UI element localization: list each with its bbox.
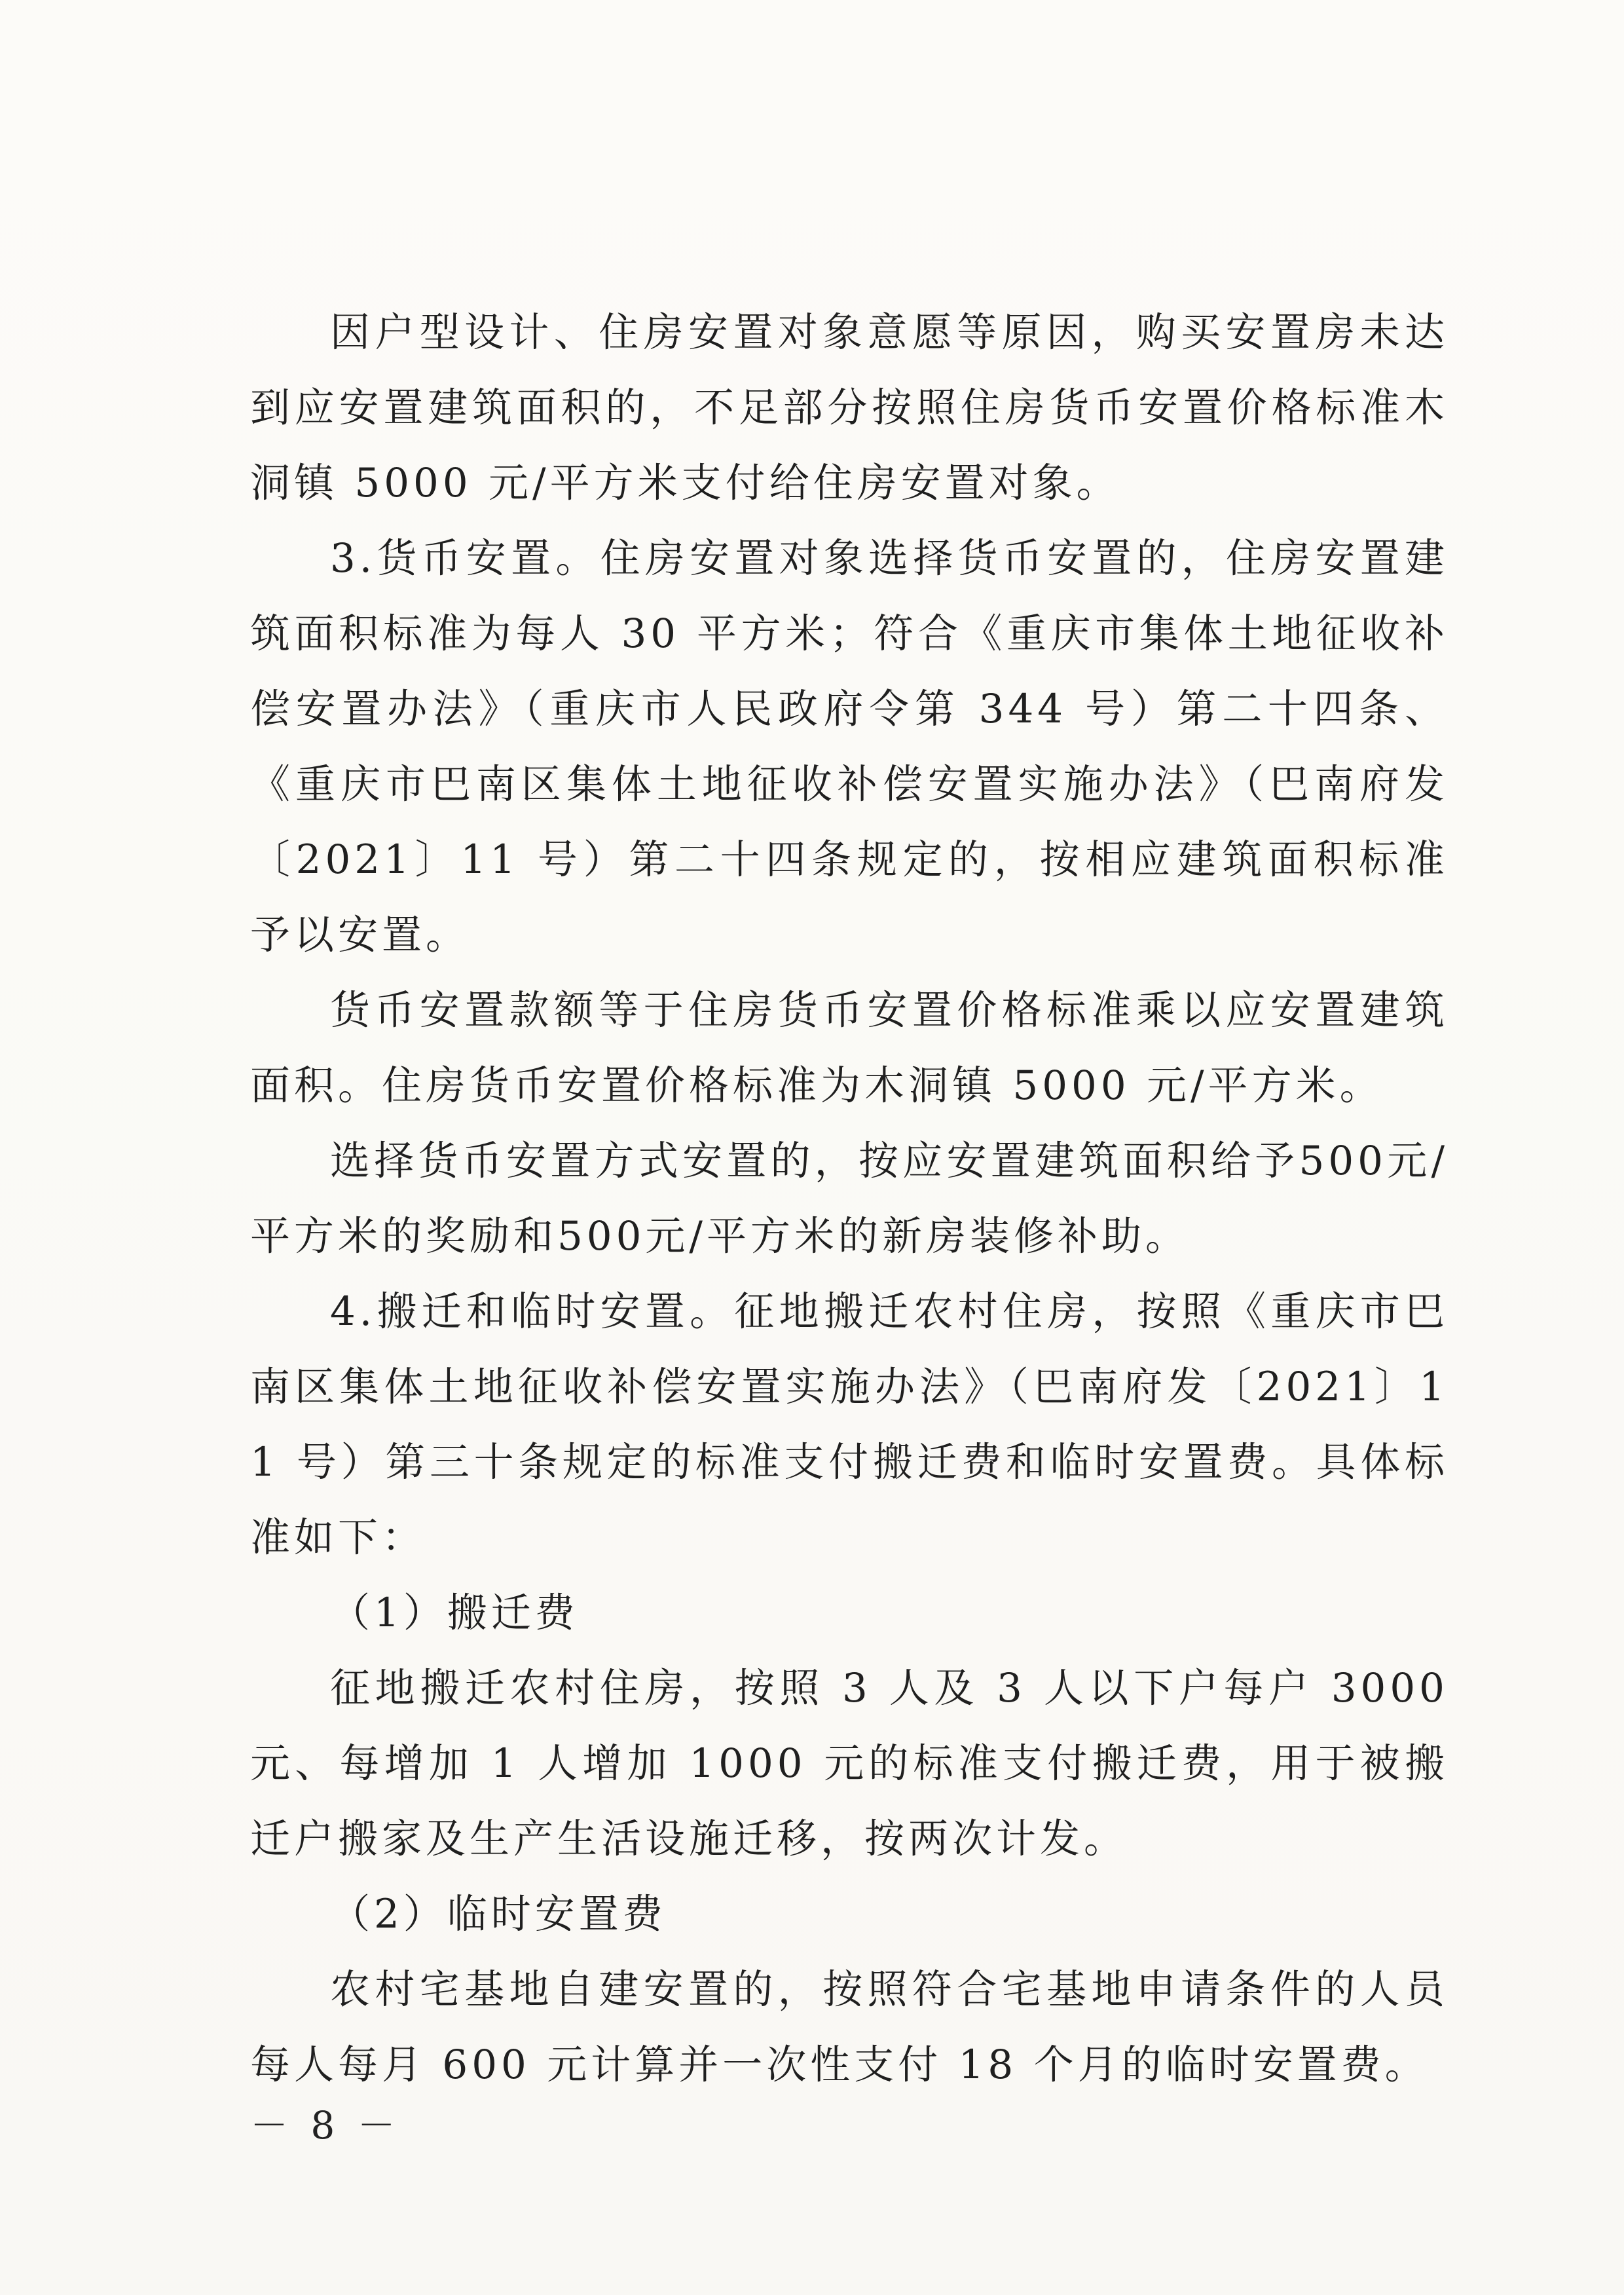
subheading-relocation-fee: （1）搬迁费 — [330, 1590, 579, 1636]
paragraph-3: 货币安置款额等于住房货币安置价格标准乘以应安置建筑面积。住房货币安置价格标准为木洞镇 5000 元/平方米。 — [250, 987, 1449, 1109]
subheading-temporary-fee: （2）临时安置费 — [330, 1891, 667, 1937]
paragraph-7: 农村宅基地自建安置的，按照符合宅基地申请条件的人员每人每月 600 元计算并一次性支付 18 个月的临时安置费。 — [250, 1966, 1449, 2088]
paragraph-4: 选择货币安置方式安置的，按应安置建筑面积给予500元/平方米的奖励和500元/平方米的新房装修补助。 — [250, 1138, 1449, 1259]
paragraph-1: 因户型设计、住房安置对象意愿等原因，购买安置房未达到应安置建筑面积的，不足部分按照住房货币安置价格标准木洞镇 5000 元/平方米支付给住房安置对象。 — [250, 309, 1449, 506]
page-number: － 8 － — [250, 2103, 401, 2148]
document-body — [250, 295, 1449, 2102]
paragraph-6: 征地搬迁农村住房，按照 3 人及 3 人以下户每户 3000 元、每增加 1 人增加 1000 元的标准支付搬迁费，用于被搬迁户搬家及生产生活设施迁移，按两次计发。 — [250, 1665, 1449, 1862]
paragraph-5: 4.搬迁和临时安置。征地搬迁农村住房，按照《重庆市巴南区集体土地征收补偿安置实施办法》（巴南府发〔2021〕11 号）第三十条规定的标准支付搬迁费和临时安置费。具体标准如下： — [250, 1288, 1449, 1561]
paragraph-2: 3.货币安置。住房安置对象选择货币安置的，住房安置建筑面积标准为每人 30 平方米；符合《重庆市集体土地征收补偿安置办法》（重庆市人民政府令第 344 号）第二十四条、《重庆市巴南区集体土地征收补偿安置实施办法》（巴南府发〔2021〕11 号）第二十四条规定的，按相应建筑面积标准予以安置。 — [250, 535, 1449, 958]
